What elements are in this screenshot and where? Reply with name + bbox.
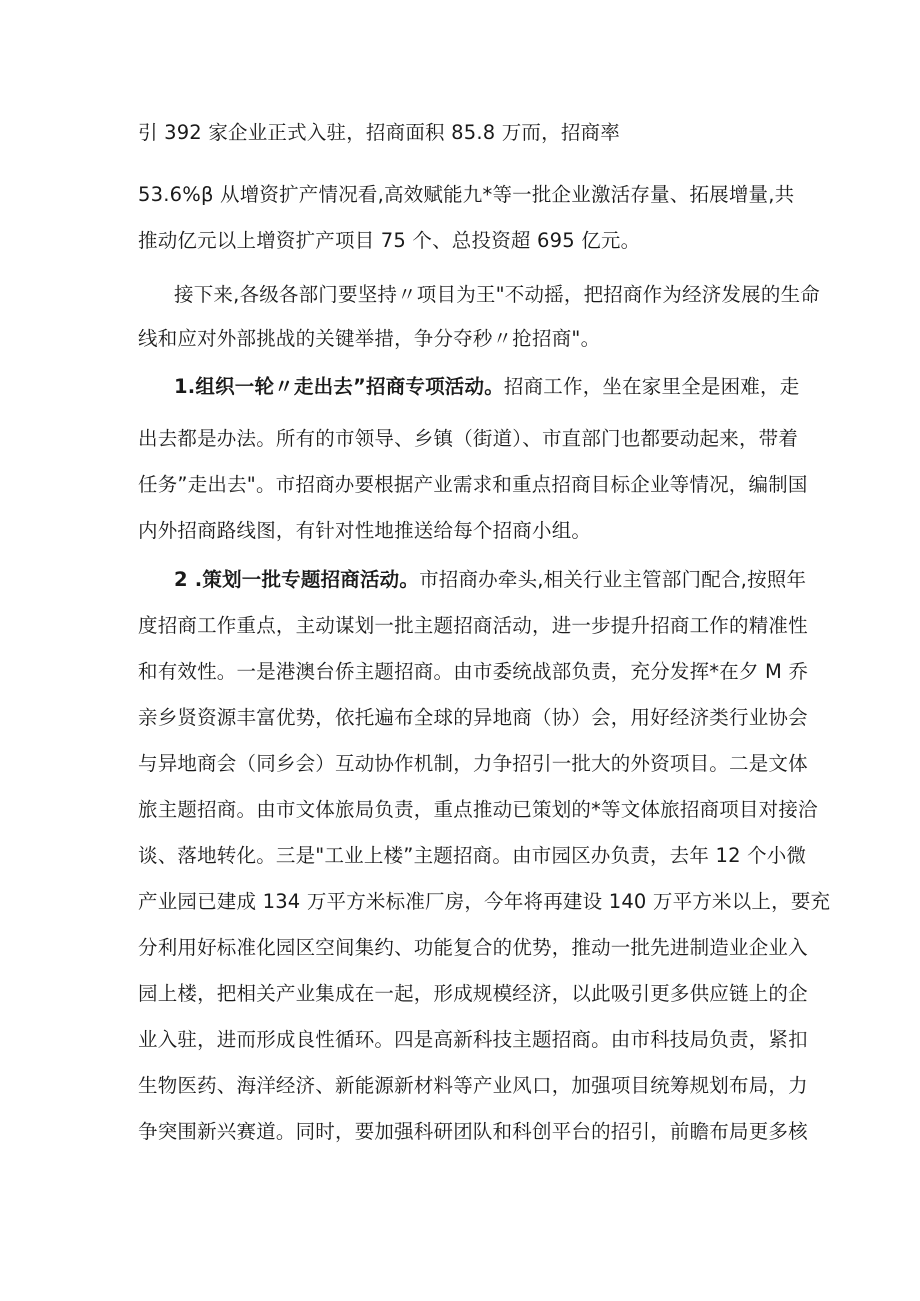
text-line: 53.6%β 从增资扩产情况看,高效赋能九*等一批企业激活存量、拓展增量,共 [138, 183, 795, 206]
section-heading-2: 2 .策划一批专题招商活动。 [174, 568, 420, 591]
text-line: 任务”走出去"。市招商办要根据产业需求和重点招商目标企业等情况，编制国 [138, 473, 808, 496]
text-line: 与异地商会（同乡会）互动协作机制，力争招引一批大的外资项目。二是文体 [138, 752, 808, 775]
text-line: 业入驻，进而形成良性循环。四是高新科技主题招商。由市科技局负责，紧扣 [138, 1028, 808, 1051]
section-heading-1: 1.组织一轮〃走出去”招商专项活动。 [174, 375, 504, 398]
text-line: 亲乡贤资源丰富优势，依托遍布全球的异地商（协）会，用好经济类行业协会 [138, 706, 808, 729]
text-line: 出去都是办法。所有的市领导、乡镇（街道）、市直部门也都要动起来，带着 [138, 427, 799, 450]
text-line: 引 392 家企业正式入驻，招商面积 85.8 万而，招商率 [138, 121, 620, 144]
text-line: 园上楼，把相关产业集成在一起，形成规模经济，以此吸引更多供应链上的企 [138, 982, 808, 1005]
text-line: 线和应对外部挑战的关键举措，争分夺秒〃抢招商"。 [138, 327, 601, 350]
text-line: 旅主题招商。由市文体旅局负责，重点推动已策划的*等文体旅招商项目对接洽 [138, 798, 818, 821]
text-line: 争突围新兴赛道。同时，要加强科研团队和科创平台的招引，前瞻布局更多核 [138, 1120, 808, 1143]
text-line: 分利用好标准化园区空间集约、功能复合的优势，推动一批先进制造业企业入 [138, 936, 808, 959]
text-line: 产业园已建成 134 万平方米标准厂房，今年将再建设 140 万平方米以上，要充 [138, 890, 831, 913]
text-line: 生物医药、海洋经济、新能源新材料等产业风口，加强项目统筹规划布局，力 [138, 1074, 808, 1097]
text-line: 谈、落地转化。三是"工业上楼”主题招商。由市园区办负责，去年 12 个小微 [138, 844, 807, 867]
text-line: 接下来,各级各部门要坚持〃项目为王"不动摇，把招商作为经济发展的生命 [174, 283, 820, 306]
text-line: 度招商工作重点，主动谋划一批主题招商活动，进一步提升招商工作的精准性 [138, 614, 808, 637]
text-line: 推动亿元以上增资扩产项目 75 个、总投资超 695 亿元。 [138, 229, 641, 252]
text-line: 内外招商路线图，有针对性地推送给每个招商小组。 [138, 519, 592, 542]
text-line: 和有效性。一是港澳台侨主题招商。由市委统战部负责，充分发挥*在夕 M 乔 [138, 660, 809, 683]
section-heading-line: 2 .策划一批专题招商活动。市招商办牵头,相关行业主管部门配合,按照年 [174, 568, 807, 591]
section-heading-line: 1.组织一轮〃走出去”招商专项活动。招商工作，坐在家里全是困难，走 [174, 375, 800, 398]
